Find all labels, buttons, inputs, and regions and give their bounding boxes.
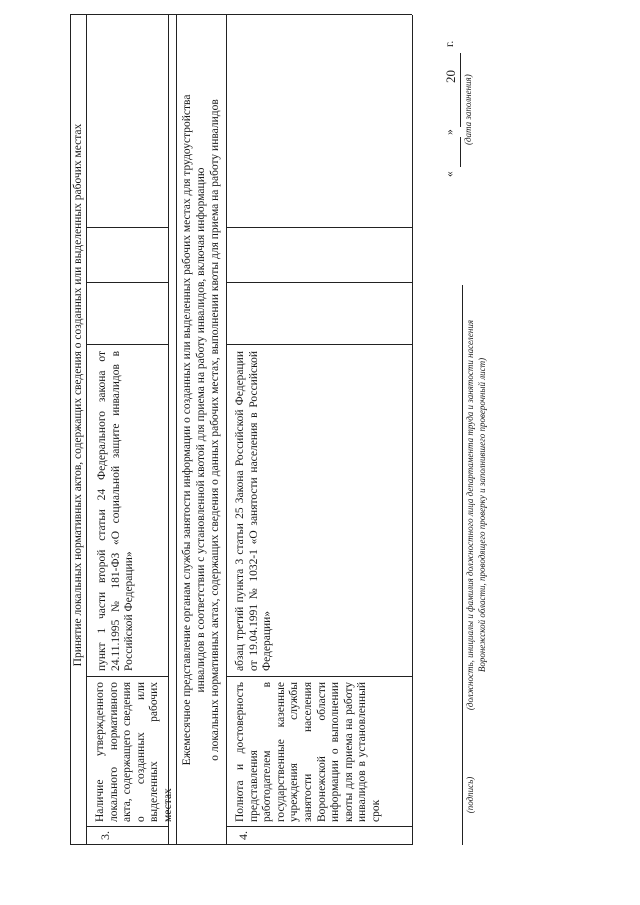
col-line-criterion-row3 (86, 676, 168, 677)
table-border-right (70, 14, 412, 15)
table-line-before-monthly-heading (176, 15, 177, 845)
signature-caption: (подпись) (465, 776, 475, 814)
col-line-number-row4 (226, 826, 412, 827)
monthly-heading-line-3: о локальных нормативных актах, содержащих сведения о данных рабочих местах, выполнении квоты для приема на работу инвалидов (209, 99, 221, 761)
table-border-bottom (412, 15, 413, 845)
row-3-number: 3. (98, 831, 112, 840)
col-line-basis-row4 (226, 344, 412, 345)
section-heading: Принятие локальных нормативных актов, содержащих сведения о созданных или выделенных рабочих местах (72, 123, 84, 667)
col-line-no-row3 (86, 227, 168, 228)
monthly-heading-line-2: инвалидов в соответствии с установленной квотой для приема на работу инвалидов, включая информацию (195, 167, 207, 693)
row-3-basis: пункт 1 части второй статьи 24 Федерального закона от 24.11.1995 № 181-ФЗ «О социальной защите инвалидов в Российской Федерации» (96, 351, 136, 671)
col-line-yes-row4 (226, 282, 412, 283)
position-line (462, 285, 463, 745)
table-line-after-monthly-heading (226, 15, 227, 845)
date-year-prefix: 20 (443, 70, 458, 83)
col-line-criterion-row4 (226, 676, 412, 677)
col-line-yes-row3 (86, 282, 168, 283)
date-year-line (460, 53, 461, 67)
row-4-criterion: Полнота и достоверность представления работодателем в государственные казенные учреждения службы занятости населения Воронежской области информации о выполнении квоты для приема на работу инвалидов в установленный срок (234, 682, 382, 822)
table-border-left (70, 844, 412, 845)
row-4-basis: абзац третий пункта 3 статьи 25 Закона Российской Федерации от 19.04.1991 № 1032-1 «О занятости населения в Российской Федерации» (234, 351, 274, 671)
col-line-basis-row3 (86, 344, 168, 345)
position-caption-line-1: (должность, инициалы и фамилия должностного лица департамента труда и занятости населения (465, 319, 475, 711)
monthly-heading-line-1: Ежемесячное представление органам службы занятости информации о созданных или выделенных рабочих местах для трудоустройства (181, 94, 193, 766)
date-close-quote: » (444, 129, 456, 135)
date-open-quote: « (444, 171, 456, 177)
table-line-after-section-heading (86, 15, 87, 845)
position-caption-line-2: Воронежской области, проводящего проверку и заполнившего проверочный лист) (477, 357, 487, 673)
col-line-number-row3 (86, 826, 168, 827)
signature-line (462, 745, 463, 845)
row-3-criterion: Наличие утвержденного локального нормативного акта, содержащего сведения о созданных или выделенных рабочих местах (94, 682, 174, 822)
table-border-top (70, 15, 71, 845)
date-day-line (460, 137, 461, 167)
col-line-no-row4 (226, 227, 412, 228)
date-year-suffix: г. (444, 40, 456, 47)
date-caption: (дата заполнения) (463, 74, 473, 145)
row-4-number: 4. (236, 831, 250, 840)
